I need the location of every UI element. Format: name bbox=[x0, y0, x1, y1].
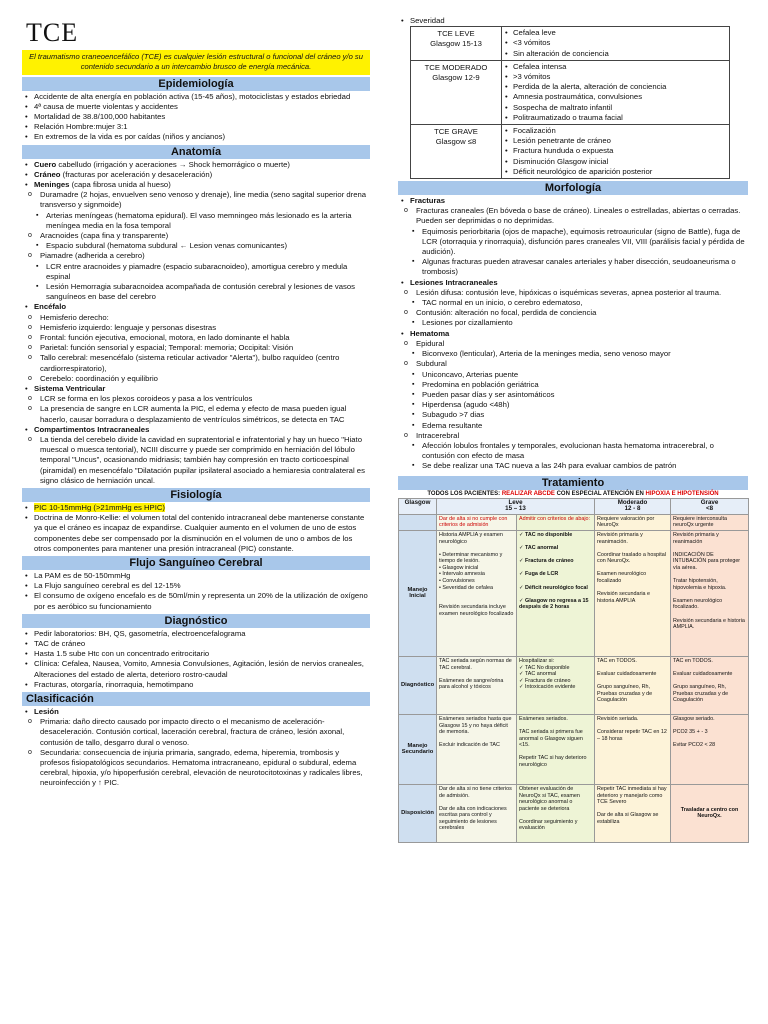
list-item: • Perdida de la alerta, alteración de conciencia bbox=[503, 82, 728, 92]
list-item: ▪ Afección lobulos frontales y temporales, evolucionan hasta hematoma intracerebral, o contusión con efecto de masa bbox=[398, 441, 748, 461]
table-cell: Requiere interconsulta neuroQx urgente bbox=[671, 514, 749, 530]
row-header: Manejo Secundario bbox=[399, 714, 437, 784]
table-cell: TAC en TODOS. Evaluar cuidadosamente Grupo sanguíneo, Rh, Pruebas cruzadas y de Coagulación bbox=[671, 656, 749, 714]
text: Piamadre (adherida a cerebro) bbox=[40, 251, 145, 261]
list-item: o Tallo cerebral: mesencéfalo (sistema reticular activador "Alerta"), bulbo raquídeo (centro cardiorrespiratorio), bbox=[22, 353, 370, 373]
term: Cuero bbox=[34, 159, 57, 169]
list-item: • Severidad bbox=[398, 16, 748, 26]
list-item bbox=[398, 431, 748, 472]
list-item bbox=[22, 425, 370, 486]
severity-label bbox=[411, 125, 502, 179]
section-fisiologia: Fisiología bbox=[22, 488, 370, 502]
term: Hematoma bbox=[410, 328, 450, 338]
list-item: ▪ Subagudo >7 dias bbox=[398, 410, 748, 420]
severity-gcs: Glasgow ≤8 bbox=[435, 137, 477, 147]
table-cell: Repetir TAC inmediata si hay deterioro y manejarlo como TCE Severo Dar de alta si Glasgow se estabiliza bbox=[595, 784, 671, 842]
list-item bbox=[22, 503, 370, 513]
term: Compartimentos Intracraneales bbox=[34, 424, 150, 434]
fisiologia-list bbox=[22, 503, 370, 554]
list-item bbox=[398, 196, 748, 278]
list-item: o Cerebelo: coordinación y equilibrio bbox=[22, 374, 370, 384]
list-item: • TAC de cráneo bbox=[22, 639, 370, 649]
list-item: ▪ Uniconcavo, Arterias puente bbox=[398, 370, 748, 380]
flujo-list bbox=[22, 571, 370, 612]
row-header: Manejo Inicial bbox=[399, 530, 437, 656]
severity-name: TCE GRAVE bbox=[434, 127, 478, 137]
header-cell: Moderado 12 - 8 bbox=[595, 498, 671, 514]
severity-gcs: Glasgow 15-13 bbox=[430, 39, 482, 49]
list-item: ▪ Hiperdensa (agudo <48h) bbox=[398, 400, 748, 410]
term: Cráneo bbox=[34, 169, 61, 179]
list-item: ▪ Equimosis periorbitaria (ojos de mapache), equimosis retroauricular (signo de Battle), fuga de LCR (otorraquia y rinorraquia), disfunción pares craneales VII, VIII (parálisis facial y pérdida de audición). bbox=[398, 227, 748, 258]
list-item bbox=[398, 288, 748, 308]
list-item: • Lesión penetrante de cráneo bbox=[503, 136, 728, 146]
list-item: • Fracturas, otorgaría, rinorraquia, hemotimpano bbox=[22, 680, 370, 690]
table-cell: TAC en TODOS. Evaluar cuidadosamente Grupo sanguíneo, Rh, Pruebas cruzadas y de Coagulación bbox=[595, 656, 671, 714]
list-item: • Accidente de alta energía en población activa (15-45 años), motociclistas y estados ebriedad bbox=[22, 92, 370, 102]
list-item: • Cefalea leve bbox=[503, 28, 728, 38]
list-item: ▪ Pueden pasar días y ser asintomáticos bbox=[398, 390, 748, 400]
table-cell: Glasgow seriado. PCO2 35 + - 3 Evitar PCO2 < 28 bbox=[671, 714, 749, 784]
table-cell: Trasladar a centro con NeuroQx. bbox=[671, 784, 749, 842]
left-column bbox=[22, 0, 370, 789]
list-item: ▪ Lesión Hemorragia subaracnoidea acompañada de contusión cerebral y lesiones de vasos sanguíneos en base del cerebro bbox=[22, 282, 370, 302]
list-item: ▪ Lesiones por cizallamiento bbox=[398, 318, 748, 328]
text: Contusión: alteración no focal, perdida de conciencia bbox=[416, 308, 597, 318]
section-flujo: Flujo Sanguíneo Cerebral bbox=[22, 556, 370, 570]
table-row bbox=[399, 656, 749, 714]
list-item: • Focalización bbox=[503, 126, 728, 136]
text: REALIZAR ABCDE bbox=[501, 490, 555, 497]
text: Duramadre (2 hojas, envuelven seno venoso y drenaje), line media (seno sagital superior drena transverso y signmoide) bbox=[40, 190, 367, 210]
list-item: • Amnesia postraumática, convulsiones bbox=[503, 92, 728, 102]
list-item: • Politraumatizado o trauma facial bbox=[503, 113, 728, 123]
list-item bbox=[22, 231, 370, 251]
severidad-list bbox=[398, 16, 748, 26]
term: Lesión bbox=[34, 707, 59, 717]
severity-items bbox=[502, 125, 730, 179]
table-cell: TAC seriada según normas de TAC cerebral. Exámenes de sangre/orina para alcohol y tóxicos bbox=[437, 656, 517, 714]
table-cell: Exámenes seriados hasta que Glasgow 15 y no haya déficit de memoria. Excluir indicación de TAC bbox=[437, 714, 517, 784]
list-item: • Pedir laboratorios: BH, QS, gasometría, electroencefalograma bbox=[22, 629, 370, 639]
list-item bbox=[22, 251, 370, 302]
list-item: o Hemisferio izquierdo: lenguaje y personas disestras bbox=[22, 323, 370, 333]
list-item bbox=[22, 170, 370, 180]
table-row bbox=[411, 60, 730, 124]
section-anatomia: Anatomía bbox=[22, 145, 370, 159]
list-item: • El consumo de oxígeno encefalo es de 50ml/min y representa un 20% de la utilización de oxígeno por es aeróbico su funcionamiento bbox=[22, 591, 370, 611]
list-item: ▪ Arterias meníngeas (hematoma epidural). El vaso memningeo más lesionado es la arteria meníngea media en la fosa temporal bbox=[22, 211, 370, 231]
list-item: • La Flujo sanguíneo cerebral es del 12-15% bbox=[22, 581, 370, 591]
term: Lesiones Intracraneales bbox=[410, 277, 498, 287]
text: Epidural bbox=[416, 338, 445, 348]
intro-box: El traumatismo craneoencefálico (TCE) es cualquier lesión estructural o funcional del cráneo y/o su contenido secundario a un intercambio brusco de energía mecánica. bbox=[22, 50, 370, 75]
text: HIPOXIA E HIPOTENSIÓN bbox=[645, 490, 719, 497]
row-header bbox=[399, 514, 437, 530]
list-item bbox=[398, 359, 748, 430]
list-item: • Doctrina de Monro-Kellie: el volumen total del contenido intracraneal debe mantenerse constante ya que el cráneo es incapaz de expandirse. Cualquier aumento en el volumen de uno de estos componentes debe ser compensado por la disminución en el volumen de uno o ambos de los otros componentes para mantener una presión intracraneal (PIC) constante. bbox=[22, 513, 370, 554]
list-item bbox=[22, 190, 370, 231]
table-cell: Dar de alta si no tiene criterios de admisión. Dar de alta con indicaciones escritas para control y seguimiento de lesiones cerebrales bbox=[437, 784, 517, 842]
morfologia-list bbox=[398, 196, 748, 471]
term: Fracturas bbox=[410, 196, 446, 206]
list-item: ▪ LCR entre aracnoides y piamadre (espacio subaracnoideo), amortigua cerebro y medula espinal bbox=[22, 262, 370, 282]
row-header: Disposición bbox=[399, 784, 437, 842]
section-diagnostico: Diagnóstico bbox=[22, 614, 370, 628]
list-item: • Clínica: Cefalea, Nausea, Vomito, Amnesia Convulsiones, Agitación, lesión de nervios craneales, Alteraciones del estado de alerta, deterioro rostro-caudal bbox=[22, 659, 370, 679]
severity-items bbox=[502, 60, 730, 124]
severity-table bbox=[410, 26, 730, 179]
term: Encéfalo bbox=[34, 302, 67, 312]
list-item: ▪ Biconvexo (lenticular), Arteria de la meninges media, seno venoso mayor bbox=[398, 349, 748, 359]
list-item: o Frontal: función ejecutiva, emocional, motora, en lado dominante el habla bbox=[22, 333, 370, 343]
section-tratamiento: Tratamiento bbox=[398, 476, 748, 490]
list-item: ▪ Predomina en población geriátrica bbox=[398, 380, 748, 390]
list-item bbox=[398, 308, 748, 328]
header-cell: Grave <8 bbox=[671, 498, 749, 514]
list-item: • >3 vómitos bbox=[503, 72, 728, 82]
table-cell: Revisión seriada. Considerar repetir TAC en 12 – 18 horas bbox=[595, 714, 671, 784]
list-item bbox=[398, 278, 748, 329]
text: Lesión difusa: contusión leve, hipóxicas o isquémicas severas, apnea posterior al trauma. bbox=[416, 287, 722, 297]
list-item: • Cefalea intensa bbox=[503, 62, 728, 72]
list-item: • Sospecha de maltrato infantil bbox=[503, 103, 728, 113]
diagnostico-list bbox=[22, 629, 370, 690]
text: TODOS LOS PACIENTES: bbox=[427, 490, 502, 497]
list-item: • En extremos de la vida es por caídas (niños y ancianos) bbox=[22, 132, 370, 142]
list-item: o La tienda del cerebelo divide la cavidad en supratentorial e infratentorial y hay un hueco "Hiato muescal o muesca tentorial), NCIII discurre y puede ser comprimido en herniación del lóbulo temporal "Uncus", ocasionando midriasis; también hay compresión en tracto corticoespinal (piramidal) en mesencéfalo "Dilatación pupilar ipsilateral asociado a hemiaresia contralateral es signo clásico de herniación uncal. bbox=[22, 435, 370, 486]
table-row bbox=[399, 714, 749, 784]
table-row bbox=[399, 530, 749, 656]
list-item bbox=[398, 339, 748, 359]
table-cell: Hospitalizar si: ✓ TAC No disponible ✓ TAC anormal ✓ Fractura de cráneo ✓ Intoxicación evidente bbox=[517, 656, 595, 714]
severity-label bbox=[411, 60, 502, 124]
list-item bbox=[22, 180, 370, 302]
list-item bbox=[398, 329, 748, 472]
header-cell: Glasgow bbox=[399, 498, 437, 514]
list-item: o La presencia de sangre en LCR aumenta la PIC, el edema y efecto de masa pueden igual hacerlo, causar borradura o desplazamiento de ventrículos simétricos, se detecta en TAC bbox=[22, 404, 370, 424]
epidemiologia-list bbox=[22, 92, 370, 143]
treatment-table bbox=[398, 498, 749, 843]
list-item: o Hemisferio derecho: bbox=[22, 313, 370, 323]
table-row bbox=[399, 784, 749, 842]
list-item bbox=[398, 206, 748, 277]
list-item: o Secundaria: consecuencia de injuria primaria, sangrado, edema, hiperemia, trombosis y profesos fisiopatológicos secundarios. Hematoma intracraneano, epidural o subdural, edema cerebral, hipoxia, y/o hipoperfusión cerebral, elevación de neurotocitotoxinas y radicales libres, neuroinfección y ↑ PIC. bbox=[22, 748, 370, 789]
list-item bbox=[22, 384, 370, 425]
text: (capa fibrosa unida al hueso) bbox=[69, 179, 171, 189]
list-item: ▪ Se debe realizar una TAC nueva a las 24h para evaluar cambios de patrón bbox=[398, 461, 748, 471]
severity-items bbox=[502, 27, 730, 61]
table-cell: Admitir con criterios de abajo: bbox=[517, 514, 595, 530]
list-item: o Primaria: daño directo causado por impacto directo o el mecanismo de aceleración-desaceleración. Contusión cortical, laceración cerebral, fractura de cráneo, lesión axonal, contusión de tallo, desgarro dural o venoso. bbox=[22, 717, 370, 748]
list-item: o Parietal: función sensorial y espacial; Temporal: memoria; Occipital: Visión bbox=[22, 343, 370, 353]
list-item: ▪ Algunas fracturas pueden atravesar canales arteriales y haber disección, seudoaneurisma o trombosis) bbox=[398, 257, 748, 277]
section-morfologia: Morfología bbox=[398, 181, 748, 195]
table-cell: Historia AMPLIA y examen neurológico • Determinar mecanismo y tiempo de lesión. • Glasgow inicial • Intervalo amnesia • Convulsiones • Severidad de cefalea Revisión secundaria incluye examen neurológico focalizado bbox=[437, 530, 517, 656]
list-item: • 4ª causa de muerte violentas y accidentes bbox=[22, 102, 370, 112]
list-item: o LCR se forma en los plexos coroideos y pasa a los ventrículos bbox=[22, 394, 370, 404]
table-row bbox=[399, 514, 749, 530]
table-cell: ✓ TAC no disponible ✓ TAC anormal ✓ Fractura de cráneo ✓ Fuga de LCR ✓ Déficit neurológico focal ✓ Glasgow no regresa a 15 después de 2 horas bbox=[517, 530, 595, 656]
tratamiento-subtitle bbox=[398, 491, 748, 497]
severity-gcs: Glasgow 12-9 bbox=[432, 72, 480, 82]
table-cell: Exámenes seriados. TAC seriada si primera fue anormal o Glasgow siguen <15. Repetir TAC si hay deterioro neurológico bbox=[517, 714, 595, 784]
list-item: • Disminución Glasgow inicial bbox=[503, 157, 728, 167]
table-cell: Dar de alta si no cumple con criterios de admisión bbox=[437, 514, 517, 530]
clasificacion-list bbox=[22, 707, 370, 789]
table-header-row bbox=[399, 498, 749, 514]
term: Sistema Ventricular bbox=[34, 383, 106, 393]
table-row bbox=[411, 27, 730, 61]
highlighted-text: PIC 10-15mmHg (>21mmHg es HPIC) bbox=[34, 503, 165, 513]
table-row bbox=[411, 125, 730, 179]
list-item bbox=[22, 160, 370, 170]
header-cell: Leve 15 – 13 bbox=[437, 498, 595, 514]
right-column bbox=[398, 0, 748, 843]
list-item: • Mortalidad de 38.8/100,000 habitantes bbox=[22, 112, 370, 122]
list-item: ▪ Edema resultante bbox=[398, 421, 748, 431]
list-item: • Relación Hombre:mujer 3:1 bbox=[22, 122, 370, 132]
list-item bbox=[22, 707, 370, 789]
term: Meninges bbox=[34, 179, 70, 189]
table-cell: Requiere valoración por NeuroQx bbox=[595, 514, 671, 530]
list-item: • Sin alteración de conciencia bbox=[503, 49, 728, 59]
list-item bbox=[22, 302, 370, 384]
row-header: Diagnóstico bbox=[399, 656, 437, 714]
severity-label bbox=[411, 27, 502, 61]
text: Fracturas craneales (En bóveda o base de cráneo). Lineales o estrelladas, abiertas o cerradas. Pueden ser deprimidas o no deprimidas. bbox=[416, 206, 741, 226]
section-epidemiologia: Epidemiología bbox=[22, 77, 370, 91]
text: Intracerebral bbox=[416, 430, 460, 440]
text: Subdural bbox=[416, 359, 447, 369]
text: Aracnoides (capa fina y transparente) bbox=[40, 230, 169, 240]
page-title: TCE bbox=[26, 18, 79, 47]
list-item: • Fractura hunduda o expuesta bbox=[503, 146, 728, 156]
list-item: • Hasta 1.5 sube Htc con un concentrado eritrocitario bbox=[22, 649, 370, 659]
section-clasificacion: Clasificación bbox=[22, 692, 370, 706]
table-cell: Revisión primaria y reanimación. Coordinar traslado a hospital con NeuroQx. Examen neurológico focalizado Revisión secundaria e historia AMPLIA bbox=[595, 530, 671, 656]
text: CON ESPECIAL ATENCIÓN EN bbox=[554, 490, 646, 497]
list-item: • Déficit neurológico de aparición posterior bbox=[503, 167, 728, 177]
text: (fracturas por aceleración y desaceleración) bbox=[60, 169, 213, 179]
list-item: ▪ Espacio subdural (hematoma subdural ← Lesion venas comunicantes) bbox=[22, 241, 370, 251]
severity-name: TCE LEVE bbox=[437, 29, 475, 39]
list-item: • La PAM es de 50-150mmHg bbox=[22, 571, 370, 581]
list-item: ▪ TAC normal en un inicio, o cerebro edematoso, bbox=[398, 298, 748, 308]
table-cell: Obtener evaluación de NeuroQx si TAC, examen neurológico anormal o paciente se deteriora Coordinar seguimiento y evaluación bbox=[517, 784, 595, 842]
text: cabelludo (irrigación y aceraciones → Shock hemorrágico o muerte) bbox=[56, 159, 290, 169]
anatomia-list bbox=[22, 160, 370, 487]
list-item: • <3 vómitos bbox=[503, 38, 728, 48]
severity-name: TCE MODERADO bbox=[424, 62, 488, 72]
table-cell: Revisión primaria y reanimación INDICACIÓN DE INTUBACIÓN para proteger vía aérea. Tratar hipotensión, hipovolemia e hipoxia. Examen neurológico focalizado. Revisión secundaria e historia AMPLIA. bbox=[671, 530, 749, 656]
